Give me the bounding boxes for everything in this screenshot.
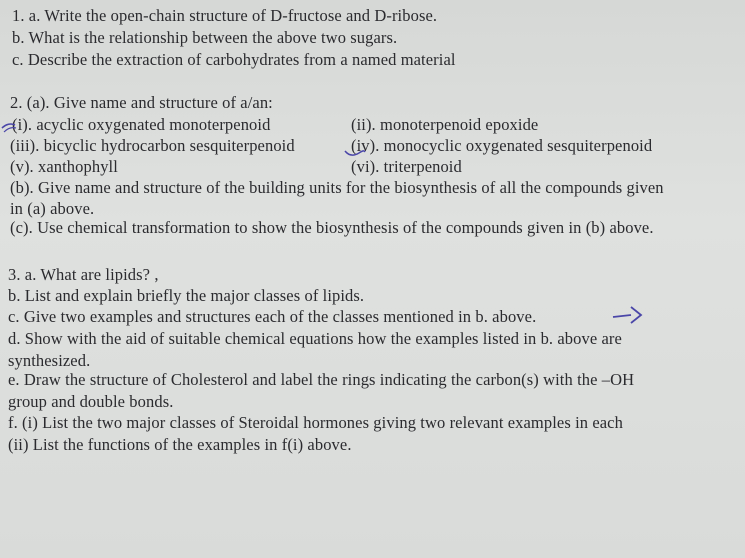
- q3-c: c. Give two examples and structures each of the classes mentioned in b. above.: [8, 307, 537, 326]
- q2-item-vi: (vi). triterpenoid: [351, 157, 462, 176]
- q2-item-iii: (iii). bicyclic hydrocarbon sesquiterpenoid: [10, 136, 295, 155]
- q2-item-i: (i). acyclic oxygenated monoterpenoid: [12, 115, 271, 134]
- q3-a: 3. a. What are lipids? ,: [8, 265, 159, 284]
- pen-underline-icon: [344, 142, 366, 160]
- q2-item-ii: (ii). monoterpenoid epoxide: [351, 115, 539, 134]
- q1-c: c. Describe the extraction of carbohydrates from a named material: [12, 50, 456, 69]
- q3-d-line1: d. Show with the aid of suitable chemical equations how the examples listed in b. above are: [8, 329, 622, 348]
- q1-a: 1. a. Write the open-chain structure of D-fructose and D-ribose.: [12, 6, 438, 25]
- q3-b: b. List and explain briefly the major classes of lipids.: [8, 286, 365, 305]
- q3-f-line1: f. (i) List the two major classes of Steroidal hormones giving two relevant examples in each: [8, 413, 623, 432]
- q2-item-v: (v). xanthophyll: [10, 157, 118, 176]
- q2-item-iv: (iv). monocyclic oxygenated sesquiterpenoid: [351, 136, 653, 155]
- q3-f-line2: (ii) List the functions of the examples in f(i) above.: [8, 435, 352, 454]
- q2-b-line2: in (a) above.: [10, 199, 95, 218]
- pen-arrow-icon: [611, 303, 645, 325]
- q2-intro: 2. (a). Give name and structure of a/an:: [10, 93, 273, 112]
- q3-e-line2: group and double bonds.: [8, 392, 174, 411]
- q3-d-line2: synthesized.: [8, 351, 91, 370]
- q3-e-line1: e. Draw the structure of Cholesterol and label the rings indicating the carbon(s) with the –OH: [8, 370, 635, 389]
- q2-b-line1: (b). Give name and structure of the building units for the biosynthesis of all the compounds given: [10, 178, 664, 197]
- q1-b: b. What is the relationship between the above two sugars.: [12, 28, 398, 47]
- q2-c: (c). Use chemical transformation to show the biosynthesis of the compounds given in (b) above.: [10, 218, 654, 237]
- pen-mark-icon: [0, 112, 24, 136]
